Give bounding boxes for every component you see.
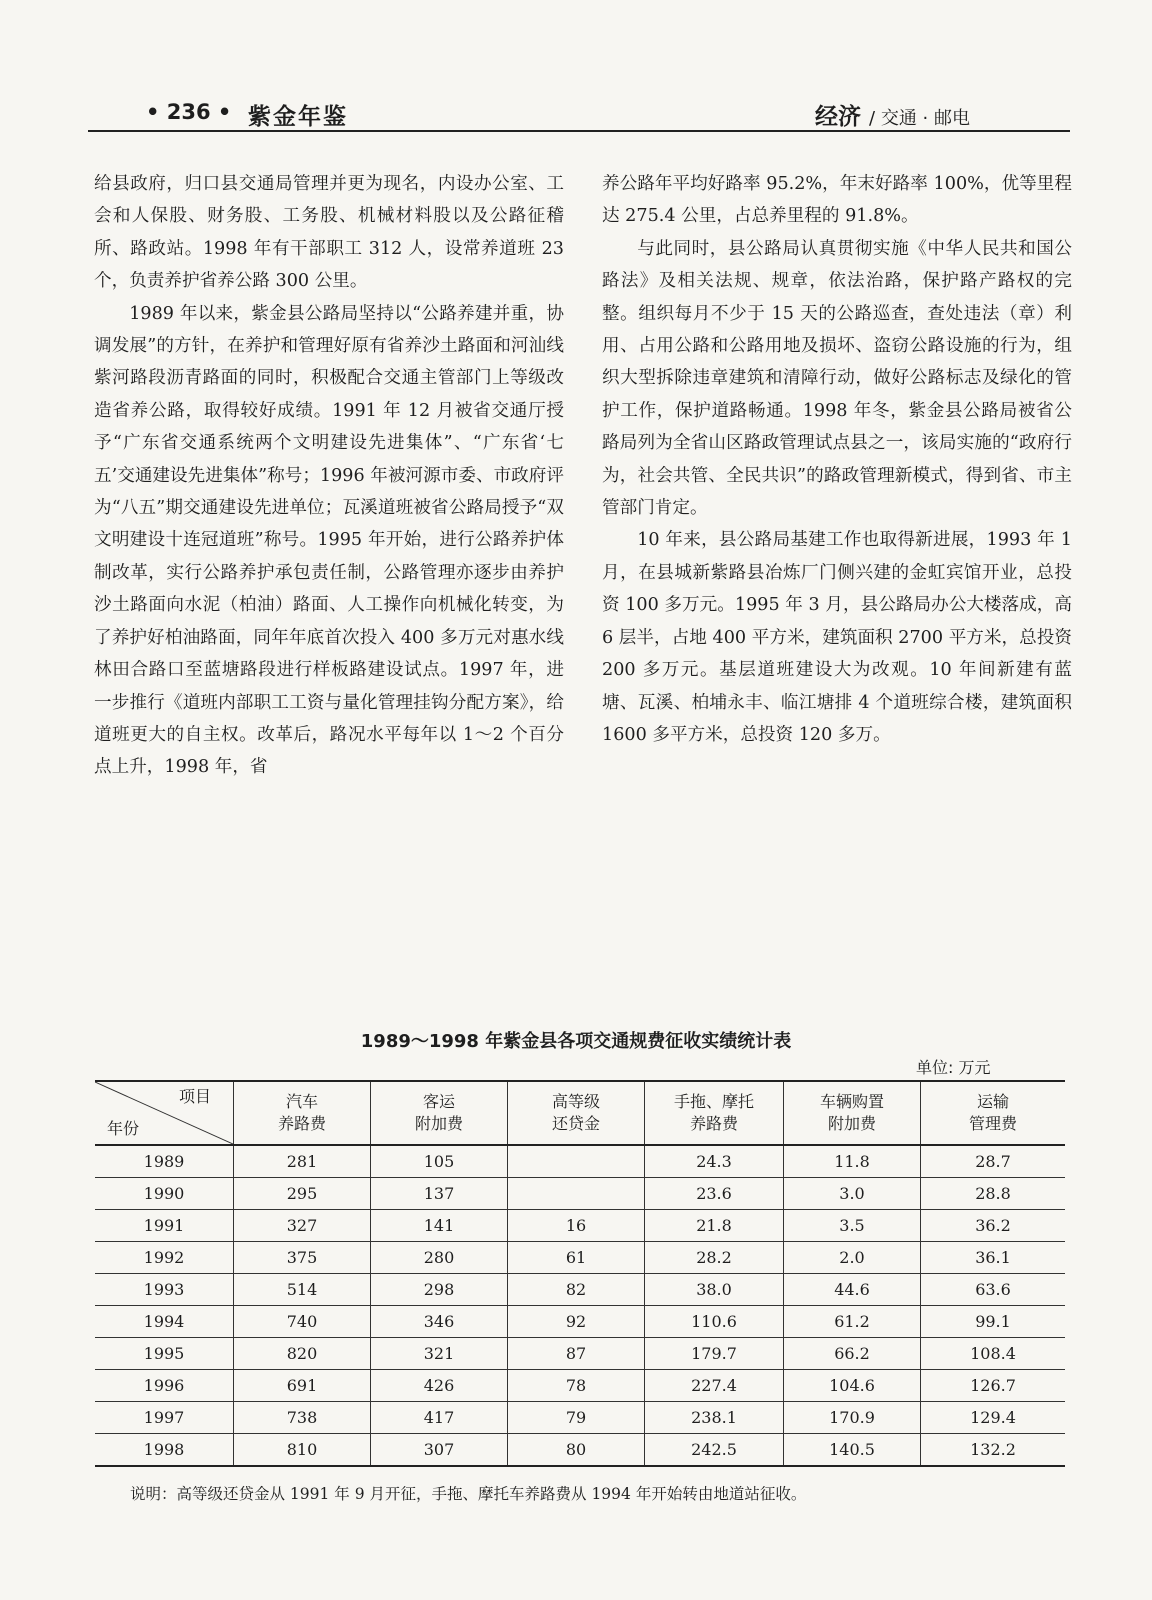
- page-number: • 236 •: [146, 100, 232, 124]
- table-cell: 61: [508, 1242, 645, 1274]
- table-row: [95, 1145, 1065, 1178]
- table-row: [95, 1178, 1065, 1210]
- table-cell: 1990: [95, 1178, 234, 1210]
- table-cell: 38.0: [645, 1274, 784, 1306]
- corner-bottom-label: 年份: [107, 1119, 140, 1138]
- table-cell: 238.1: [645, 1402, 784, 1434]
- table-cell: 132.2: [921, 1434, 1066, 1467]
- column-header-line: 养路费: [277, 1114, 326, 1133]
- table-cell: 61.2: [784, 1306, 921, 1338]
- table-cell: 1994: [95, 1306, 234, 1338]
- table-cell: [508, 1145, 645, 1178]
- table-cell: 280: [371, 1242, 508, 1274]
- table-title: 1989～1998 年紫金县各项交通规费征收实绩统计表: [360, 1031, 792, 1052]
- column-header-line: 汽车: [285, 1092, 318, 1111]
- table-cell: 104.6: [784, 1370, 921, 1402]
- column-header: [234, 1081, 371, 1145]
- column-header-line: 附加费: [414, 1114, 463, 1133]
- table-cell: 1997: [95, 1402, 234, 1434]
- table-cell: 3.0: [784, 1178, 921, 1210]
- table-row: [95, 1306, 1065, 1338]
- table-cell: 79: [508, 1402, 645, 1434]
- table-cell: 110.6: [645, 1306, 784, 1338]
- table-cell: 108.4: [921, 1338, 1066, 1370]
- table-cell: 82: [508, 1274, 645, 1306]
- table-row: [95, 1370, 1065, 1402]
- table-cell: 28.8: [921, 1178, 1066, 1210]
- table-cell: 2.0: [784, 1242, 921, 1274]
- table-cell: 242.5: [645, 1434, 784, 1467]
- table-row: [95, 1274, 1065, 1306]
- table-cell: 375: [234, 1242, 371, 1274]
- table-cell: 170.9: [784, 1402, 921, 1434]
- table-note: 说明：高等级还贷金从 1991 年 9 月开征，手拖、摩托车养路费从 1994 年开始转由地道站征收。: [130, 1485, 807, 1503]
- table-cell: 417: [371, 1402, 508, 1434]
- table-cell: 92: [508, 1306, 645, 1338]
- column-header-line: 还贷金: [551, 1114, 600, 1133]
- stats-table: [95, 1080, 1065, 1467]
- column-header: [371, 1081, 508, 1145]
- table-cell: 346: [371, 1306, 508, 1338]
- table-cell: 23.6: [645, 1178, 784, 1210]
- table-cell: 691: [234, 1370, 371, 1402]
- table-cell: 295: [234, 1178, 371, 1210]
- paragraph: 10 年来，县公路局基建工作也取得新进展，1993 年 1 月，在县城新紫路县冶炼厂门侧兴建的金虹宾馆开业，总投资 100 多万元。1995 年 3 月，县公路局办公大楼落成，高 6 层半，占地 400 平方米，建筑面积 2700 平方米，总投资 200 多万元。基层道班建设大为改观。10 年间新建有蓝塘、瓦溪、柏埔永丰、临江塘排 4 个道班综合楼，建筑面积 1600 多平方米，总投资 120 多万。: [602, 530, 1072, 745]
- column-header-line: 高等级: [551, 1092, 600, 1111]
- table-header-row: [95, 1081, 1065, 1145]
- table-cell: 63.6: [921, 1274, 1066, 1306]
- column-header-line: 车辆购置: [819, 1092, 884, 1111]
- column-header: [921, 1081, 1066, 1145]
- corner-header: [95, 1081, 234, 1145]
- table-cell: [508, 1178, 645, 1210]
- table-cell: 738: [234, 1402, 371, 1434]
- table-cell: 3.5: [784, 1210, 921, 1242]
- table-row: [95, 1242, 1065, 1274]
- table-cell: 16: [508, 1210, 645, 1242]
- table-row: [95, 1402, 1065, 1434]
- column-header-line: 附加费: [827, 1114, 876, 1133]
- column-header: [508, 1081, 645, 1145]
- table-cell: 426: [371, 1370, 508, 1402]
- table-cell: 307: [371, 1434, 508, 1467]
- column-header: [645, 1081, 784, 1145]
- table-cell: 1993: [95, 1274, 234, 1306]
- table-cell: 11.8: [784, 1145, 921, 1178]
- column-header-line: 运输: [976, 1092, 1009, 1111]
- subsection-name: / 交通 · 邮电: [869, 108, 970, 129]
- table-cell: 298: [371, 1274, 508, 1306]
- table-cell: 80: [508, 1434, 645, 1467]
- table-cell: 281: [234, 1145, 371, 1178]
- table-cell: 126.7: [921, 1370, 1066, 1402]
- table-cell: 1991: [95, 1210, 234, 1242]
- table-cell: 810: [234, 1434, 371, 1467]
- column-header-line: 养路费: [689, 1114, 738, 1133]
- table-cell: 99.1: [921, 1306, 1066, 1338]
- table-cell: 1996: [95, 1370, 234, 1402]
- table-cell: 21.8: [645, 1210, 784, 1242]
- paragraph: 养公路年平均好路率 95.2%，年末好路率 100%，优等里程达 275.4 公里，占总养里程的 91.8%。: [602, 174, 1072, 227]
- table-cell: 1998: [95, 1434, 234, 1467]
- table-cell: 105: [371, 1145, 508, 1178]
- table-cell: 1992: [95, 1242, 234, 1274]
- table-cell: 66.2: [784, 1338, 921, 1370]
- paragraph: 给县政府，归口县交通局管理并更为现名，内设办公室、工会和人保股、财务股、工务股、机械材料股以及公路征稽所、路政站。1998 年有干部职工 312 人，设常养道班 23 个，负责养护省养公路 300 公里。: [94, 174, 564, 292]
- table-row: [95, 1434, 1065, 1467]
- table-cell: 28.7: [921, 1145, 1066, 1178]
- table-cell: 36.2: [921, 1210, 1066, 1242]
- column-header: [784, 1081, 921, 1145]
- left-column: [94, 168, 564, 784]
- table-cell: 1995: [95, 1338, 234, 1370]
- table-cell: 24.3: [645, 1145, 784, 1178]
- table-cell: 36.1: [921, 1242, 1066, 1274]
- column-header-line: 管理费: [968, 1114, 1017, 1133]
- table-cell: 141: [371, 1210, 508, 1242]
- table-cell: 179.7: [645, 1338, 784, 1370]
- table-cell: 740: [234, 1306, 371, 1338]
- header-rule: [88, 130, 1070, 132]
- table-cell: 44.6: [784, 1274, 921, 1306]
- book-title: 紫金年鉴: [248, 104, 348, 130]
- right-column: [602, 168, 1072, 751]
- table-cell: 820: [234, 1338, 371, 1370]
- paragraph: 1989 年以来，紫金县公路局坚持以“公路养建并重，协调发展”的方针，在养护和管理好原有省养沙土路面和河汕线紫河路段沥青路面的同时，积极配合交通主管部门上等级改造省养公路，取得较好成绩。1991 年 12 月被省交通厅授予“广东省交通系统两个文明建设先进集体”、“广东省‘七五’交通建设先进集体”称号；1996 年被河源市委、市政府评为“八五”期交通建设先进单位；瓦溪道班被省公路局授予“双文明建设十连冠道班”称号。1995 年开始，进行公路养护体制改革，实行公路养护承包责任制，公路管理亦逐步由养护沙土路面向水泥（柏油）路面、人工操作向机械化转变，为了养护好柏油路面，同年年底首次投入 400 多万元对惠水线林田合路口至蓝塘路段进行样板路建设试点。1997 年，进一步推行《道班内部职工工资与量化管理挂钩分配方案》，给道班更大的自主权。改革后，路况水平每年以 1～2 个百分点上升，1998 年，省: [94, 303, 564, 778]
- table-cell: 140.5: [784, 1434, 921, 1467]
- table-unit: 单位: 万元: [916, 1058, 991, 1077]
- table-cell: 321: [371, 1338, 508, 1370]
- table-cell: 327: [234, 1210, 371, 1242]
- table-cell: 129.4: [921, 1402, 1066, 1434]
- section-name: 经济: [815, 104, 862, 130]
- table-cell: 514: [234, 1274, 371, 1306]
- table-cell: 137: [371, 1178, 508, 1210]
- corner-top-label: 项目: [178, 1087, 211, 1106]
- table-cell: 87: [508, 1338, 645, 1370]
- table-cell: 78: [508, 1370, 645, 1402]
- column-header-line: 客运: [422, 1092, 455, 1111]
- section-title: [815, 98, 970, 131]
- table-cell: 227.4: [645, 1370, 784, 1402]
- table-row: [95, 1210, 1065, 1242]
- paragraph: 与此同时，县公路局认真贯彻实施《中华人民共和国公路法》及相关法规、规章，依法治路，保护路产路权的完整。组织每月不少于 15 天的公路巡查，查处违法（章）利用、占用公路和公路用地及损坏、盗窃公路设施的行为，组织大型拆除违章建筑和清障行动，做好公路标志及绿化的管护工作，保护道路畅通。1998 年冬，紫金县公路局被省公路局列为全省山区路政管理试点县之一，该局实施的“政府行为，社会共管、全民共识”的路政管理新模式，得到省、市主管部门肯定。: [602, 238, 1072, 519]
- column-header-line: 手拖、摩托: [673, 1092, 754, 1111]
- table-cell: 1989: [95, 1145, 234, 1178]
- table-row: [95, 1338, 1065, 1370]
- page-header: [88, 94, 1070, 130]
- table-cell: 28.2: [645, 1242, 784, 1274]
